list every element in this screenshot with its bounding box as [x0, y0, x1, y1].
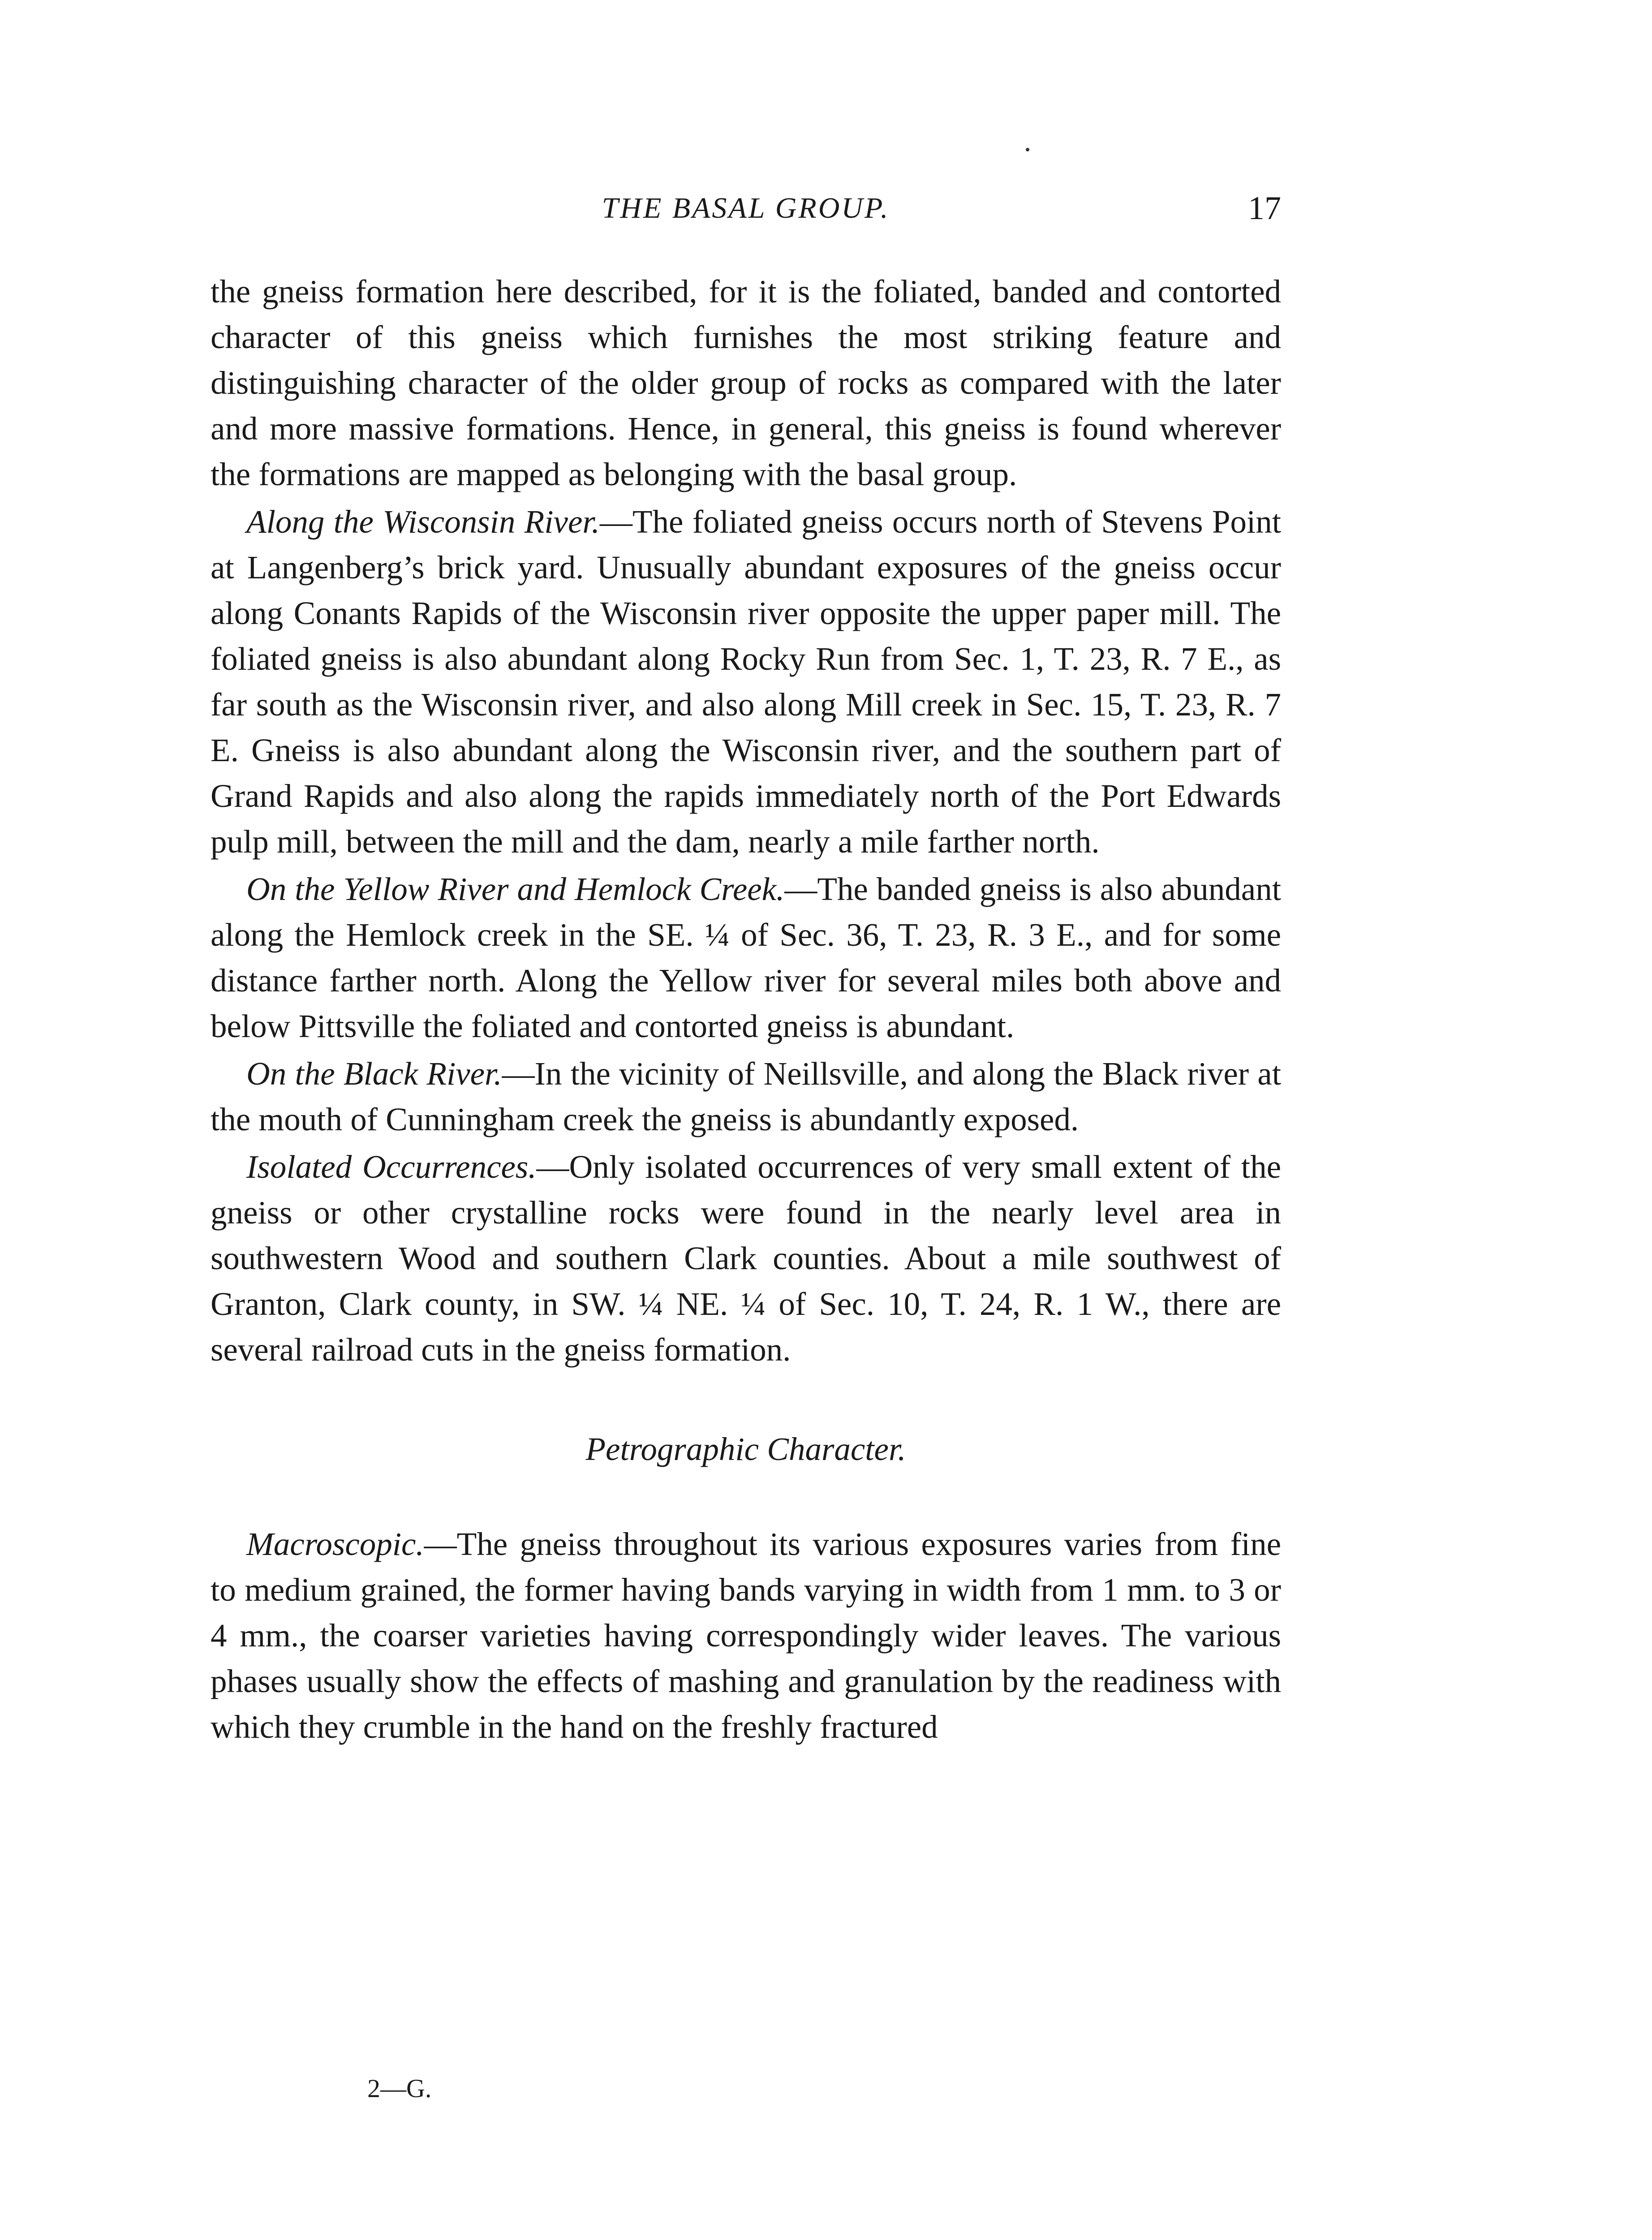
paragraph-text: —Only isolated occurrences of very small extent of the gneiss or other crystalline rocks were found in the nearly level area in southwestern Wood and southern Clark counties. About a mile southwest of Granton, Clark county, in SW. ¼ NE. ¼ of Sec. 10, T. 24, R. 1 W., there are several railroad cuts in the gneiss formation. — [211, 1149, 1281, 1368]
running-head — [211, 184, 1281, 233]
running-title: THE BASAL GROUP. — [602, 192, 890, 224]
paragraph-lead: On the Yellow River and Hemlock Creek. — [246, 871, 785, 907]
paragraph-lead: Along the Wisconsin River. — [246, 504, 600, 540]
paragraph-yellow-river — [211, 866, 1281, 1049]
paragraph-isolated-occurrences — [211, 1144, 1281, 1373]
paragraph-black-river — [211, 1051, 1281, 1142]
paragraph-text: —The gneiss throughout its various exposures varies from fine to medium grained, the former having bands varying in width from 1 mm. to 3 or 4 mm., the coarser varieties having correspondingly wider leaves. The various phases usually show the effects of mashing and granulation by the readiness with which they crumble in the hand on the freshly fractured — [211, 1526, 1281, 1745]
page-body — [211, 269, 1281, 1750]
page-number: 17 — [1248, 190, 1281, 227]
paragraph-macroscopic — [211, 1521, 1281, 1750]
scan-speck — [1026, 148, 1029, 151]
paragraph-text: —The foliated gneiss occurs north of Stevens Point at Langenberg’s brick yard. Unusually abundant exposures of the gneiss occur along Conants Rapids of the Wisconsin river opposite the upper paper mill. The foliated gneiss is also abundant along Rocky Run from Sec. 1, T. 23, R. 7 E., as far south as the Wisconsin river, and also along Mill creek in Sec. 15, T. 23, R. 7 E. Gneiss is also abundant along the Wisconsin river, and the southern part of Grand Rapids and also along the rapids immediately north of the Port Edwards pulp mill, between the mill and the dam, nearly a mile farther north. — [211, 504, 1281, 860]
paragraph-wisconsin-river — [211, 499, 1281, 865]
paragraph-continuation — [211, 269, 1281, 497]
paragraph-lead: Macroscopic. — [246, 1526, 424, 1562]
signature-mark: 2—G. — [367, 2074, 432, 2103]
paragraph-text: —The banded gneiss is also abundant along the Hemlock creek in the SE. ¼ of Sec. 36, T. 23, R. 3 E., and for some distance farther north. Along the Yellow river for several miles both above and below Pittsville the foliated and contorted gneiss is abundant. — [211, 871, 1281, 1044]
paragraph-lead: On the Black River. — [246, 1055, 502, 1092]
section-heading: Petrographic Character. — [585, 1431, 906, 1467]
paragraph-text: —In the vicinity of Neillsville, and along the Black river at the mouth of Cunningham creek the gneiss is abundantly exposed. — [211, 1055, 1281, 1137]
paragraph-lead: Isolated Occurrences. — [246, 1149, 537, 1185]
paragraph-text: the gneiss formation here described, for it is the foliated, banded and contorted character of this gneiss which furnishes the most striking feature and distinguishing character of the older group of rocks as compared with the later and more massive formations. Hence, in general, this gneiss is found wherever the formations are mapped as belonging with the basal group. — [211, 273, 1281, 492]
